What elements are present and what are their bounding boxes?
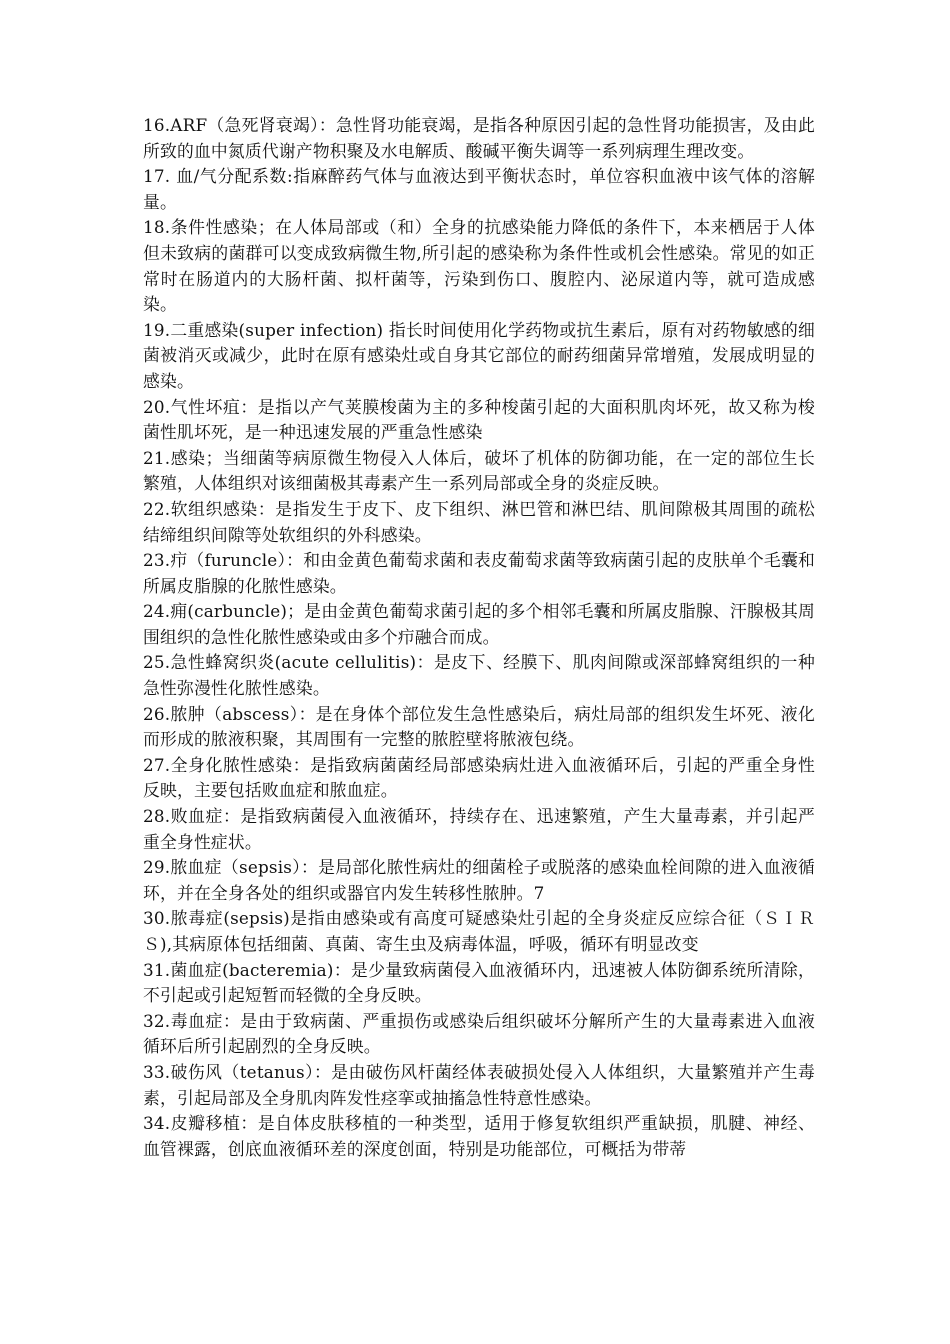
glossary-entry-18: 18.条件性感染；在人体局部或（和）全身的抗感染能力降低的条件下，本来栖居于人体但未致病的菌群可以变成致病微生物,所引起的感染称为条件性或机会性感染。常见的如正常时在肠道内的大肠杆菌、拟杆菌等，污染到伤口、腹腔内、泌尿道内等，就可造成感染。 [143, 217, 815, 315]
glossary-entry-26: 26.脓肿（abscess）：是在身体个部位发生急性感染后，病灶局部的组织发生坏死、液化而形成的脓液积聚，其周围有一完整的脓腔壁将脓液包绕。 [143, 703, 815, 750]
glossary-entry-20: 20.气性坏疽：是指以产气荚膜梭菌为主的多种梭菌引起的大面积肌肉坏死，故又称为梭菌性肌坏死，是一种迅速发展的严重急性感染 [143, 396, 815, 443]
glossary-entry-24: 24.痈(carbuncle)；是由金黄色葡萄求菌引起的多个相邻毛囊和所属皮脂腺、汗腺极其周围组织的急性化脓性感染或由多个疖融合而成。 [143, 601, 815, 647]
glossary-entry-22: 22.软组织感染：是指发生于皮下、皮下组织、淋巴管和淋巴结、肌间隙极其周围的疏松结缔组织间隙等处软组织的外科感染。 [143, 498, 815, 545]
glossary-entry-32: 32.毒血症：是由于致病菌、严重损伤或感染后组织破坏分解所产生的大量毒素进入血液循环后所引起剧烈的全身反映。 [143, 1010, 815, 1057]
glossary-entry-25: 25.急性蜂窝织炎(acute cellulitis)：是皮下、经膜下、肌肉间隙或深部蜂窝组织的一种急性弥漫性化脓性感染。 [143, 652, 815, 699]
glossary-entry-19: 19.二重感染(super infection) 指长时间使用化学药物或抗生素后，原有对药物敏感的细菌被消灭或减少，此时在原有感染灶或自身其它部位的耐药细菌异常增殖，发展成明显的感染。 [143, 319, 815, 391]
glossary-text [143, 113, 815, 1162]
glossary-entry-29: 29.脓血症（sepsis）：是局部化脓性病灶的细菌栓子或脱落的感染血栓间隙的进入血液循环，并在全身各处的组织或器官内发生转移性脓肿。7 [143, 857, 815, 903]
glossary-entry-28: 28.败血症：是指致病菌侵入血液循环，持续存在、迅速繁殖，产生大量毒素，并引起严重全身性症状。 [143, 806, 815, 852]
glossary-entry-21: 21.感染；当细菌等病原微生物侵入人体后，破坏了机体的防御功能，在一定的部位生长繁殖，人体组织对该细菌极其毒素产生一系列局部或全身的炎症反映。 [143, 447, 815, 494]
glossary-entry-17: 17. 血/气分配系数:指麻醉药气体与血液达到平衡状态时，单位容积血液中该气体的溶解量。 [143, 166, 815, 212]
glossary-entry-33: 33.破伤风（tetanus）：是由破伤风杆菌经体表破损处侵入人体组织，大量繁殖并产生毒素，引起局部及全身肌肉阵发性痉挛或抽搐急性特意性感染。 [143, 1061, 815, 1108]
glossary-entry-27: 27.全身化脓性感染：是指致病菌菌经局部感染病灶进入血液循环后，引起的严重全身性反映，主要包括败血症和脓血症。 [143, 754, 815, 801]
glossary-entry-23: 23.疖（furuncle）：和由金黄色葡萄求菌和表皮葡萄求菌等致病菌引起的皮肤单个毛囊和所属皮脂腺的化脓性感染。 [143, 550, 815, 596]
glossary-entry-31: 31.菌血症(bacteremia)：是少量致病菌侵入血液循环内，迅速被人体防御系统所清除，不引起或引起短暂而轻微的全身反映。 [143, 959, 815, 1006]
glossary-entry-34: 34.皮瓣移植：是自体皮肤移植的一种类型，适用于修复软组织严重缺损，肌腱、神经、血管裸露，创底血液循环差的深度创面，特别是功能部位，可概括为带蒂 [143, 1113, 815, 1159]
glossary-entry-16: 16.ARF（急死肾衰竭）：急性肾功能衰竭，是指各种原因引起的急性肾功能损害，及由此所致的血中氮质代谢产物积聚及水电解质、酸碱平衡失调等一系列病理生理改变。 [143, 115, 815, 161]
glossary-entry-30: 30.脓毒症(sepsis)是指由感染或有高度可疑感染灶引起的全身炎症反应综合征（ＳＩＲＳ),其病原体包括细菌、真菌、寄生虫及病毒体温，呼吸，循环有明显改变 [143, 908, 815, 954]
